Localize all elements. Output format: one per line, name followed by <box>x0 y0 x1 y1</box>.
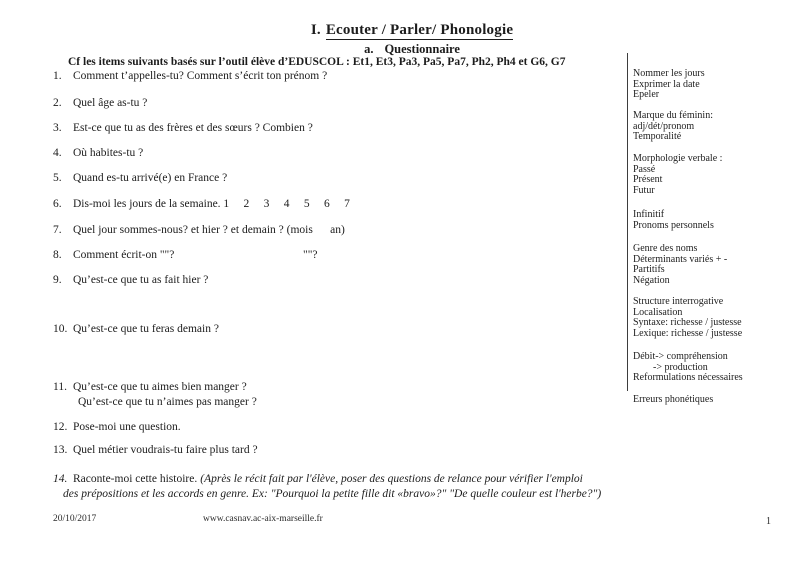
margin-note-line: Morphologie verbale : <box>633 153 723 164</box>
question-text: Comment t’appelles-tu? Comment s’écrit ton prénom ? <box>73 70 328 82</box>
question-item-9 <box>53 274 623 286</box>
question-number: 6. <box>53 198 62 210</box>
question-item-7 <box>53 224 623 236</box>
question-text: Où habites-tu ? <box>73 147 144 159</box>
margin-notes-group <box>633 395 798 406</box>
question-text: Raconte-moi cette histoire. <box>73 473 198 485</box>
subtitle-text: Questionnaire <box>384 42 460 56</box>
question-text: Qu’est-ce que tu feras demain ? <box>73 323 219 335</box>
margin-note-line: adj/dét/pronom <box>633 120 695 132</box>
question-number: 9. <box>53 274 62 286</box>
margin-note-line: Passé <box>633 163 656 175</box>
question-text: Dis-moi les jours de la semaine. 1 2 3 4 5 6 7 <box>73 198 350 210</box>
question-text: Quel âge as-tu ? <box>73 97 148 109</box>
question-number: 10. <box>53 323 68 335</box>
question-item-6 <box>53 198 623 210</box>
footer-url: www.casnav.ac-aix-marseille.fr <box>203 514 323 524</box>
margin-notes-group <box>633 210 798 231</box>
question-number: 5. <box>53 172 62 184</box>
margin-notes-group <box>633 352 798 384</box>
margin-note-line: Partitifs <box>633 264 665 275</box>
question-number: 4. <box>53 147 62 159</box>
question-number: 13. <box>53 444 68 456</box>
margin-note-line: Structure interrogative <box>633 296 724 307</box>
question-item-8 <box>53 249 623 261</box>
margin-notes-group <box>633 111 798 143</box>
margin-note-line: Déterminants variés + - <box>633 253 728 265</box>
question-item-2 <box>53 97 623 109</box>
question-item-3 <box>53 122 623 134</box>
margin-note-line: Nommer les jours <box>633 68 705 79</box>
question-text-right: ""? <box>303 249 318 261</box>
question-item-13 <box>53 444 623 456</box>
title-numeral: I. <box>310 22 321 38</box>
margin-note-line: Reformulations nécessaires <box>633 372 743 383</box>
margin-note-line: Localisation <box>633 306 683 318</box>
margin-note-line: Syntaxe: richesse / justesse <box>633 317 742 328</box>
margin-note-line: Epeler <box>633 89 660 100</box>
page-subtitle <box>24 42 800 57</box>
margin-notes-group <box>633 69 798 101</box>
margin-note-line: Infinitif <box>633 209 665 220</box>
margin-note-line: Présent <box>633 174 663 185</box>
margin-note-line: Débit-> compréhension <box>633 351 728 362</box>
question-number: 12. <box>53 421 68 433</box>
question-text: Qu’est-ce que tu as fait hier ? <box>73 274 209 286</box>
margin-note-line: Erreurs phonétiques <box>633 394 714 405</box>
question-text: Quel métier voudrais-tu faire plus tard ? <box>73 444 258 456</box>
question-item-5 <box>53 172 623 184</box>
margin-note-line: Genre des noms <box>633 243 698 254</box>
margin-rule <box>627 53 628 391</box>
question-number: 1. <box>53 70 62 82</box>
margin-note-line: Marque du féminin: <box>633 110 713 121</box>
question-item-10 <box>53 323 623 335</box>
question-number: 3. <box>53 122 62 134</box>
question-text: Quel jour sommes-nous? et hier ? et demain ? (mois an) <box>73 224 345 236</box>
title-text: Ecouter / Parler/ Phonologie <box>325 22 514 38</box>
subtitle-marker: a. <box>364 42 374 56</box>
footer-date: 20/10/2017 <box>53 514 97 524</box>
page-number: 1 <box>766 516 771 527</box>
margin-note-line: Exprimer la date <box>633 78 700 90</box>
margin-note-line: Pronoms personnels <box>633 219 714 231</box>
margin-note-line: -> production <box>633 361 708 373</box>
margin-note-line: Négation <box>633 274 670 286</box>
intro-line: Cf les items suivants basés sur l’outil élève d’EDUSCOL : Et1, Et3, Pa3, Pa5, Pa7, Ph2, Ph4 et G6, G7 <box>68 56 566 68</box>
question-note-line1: (Après le récit fait par l'élève, poser des questions de relance pour vérifier l'emploi <box>200 473 583 485</box>
question-text: Comment écrit-on ""? <box>73 249 175 261</box>
margin-note-line: Lexique: richesse / justesse <box>633 327 743 339</box>
question-item-11 <box>53 381 623 408</box>
question-number: 14. <box>53 473 68 485</box>
question-number: 11. <box>53 381 67 393</box>
question-item-1 <box>53 70 623 82</box>
page-title <box>24 22 800 39</box>
question-item-12 <box>53 421 623 433</box>
question-note-line2: des prépositions et les accords en genre. Ex: "Pourquoi la petite fille dit «bravo»?" "De quelle couleur est l'herbe?") <box>63 488 602 500</box>
margin-notes-group <box>633 154 798 196</box>
question-item-4 <box>53 147 623 159</box>
question-number: 8. <box>53 249 62 261</box>
question-number: 2. <box>53 97 62 109</box>
margin-notes-group <box>633 297 798 339</box>
margin-note-line: Futur <box>633 184 655 196</box>
margin-notes-group <box>633 244 798 286</box>
question-text: Pose-moi une question. <box>73 421 181 433</box>
question-text: Est-ce que tu as des frères et des sœurs ? Combien ? <box>73 122 313 134</box>
title-block <box>0 22 800 57</box>
question-text: Quand es-tu arrivé(e) en France ? <box>73 172 228 184</box>
question-item-14 <box>53 472 623 502</box>
margin-note-line: Temporalité <box>633 131 682 142</box>
question-text-line2: Qu’est-ce que tu n’aimes pas manger ? <box>78 396 257 408</box>
question-number: 7. <box>53 224 62 236</box>
question-text: Qu’est-ce que tu aimes bien manger ? <box>73 381 247 393</box>
